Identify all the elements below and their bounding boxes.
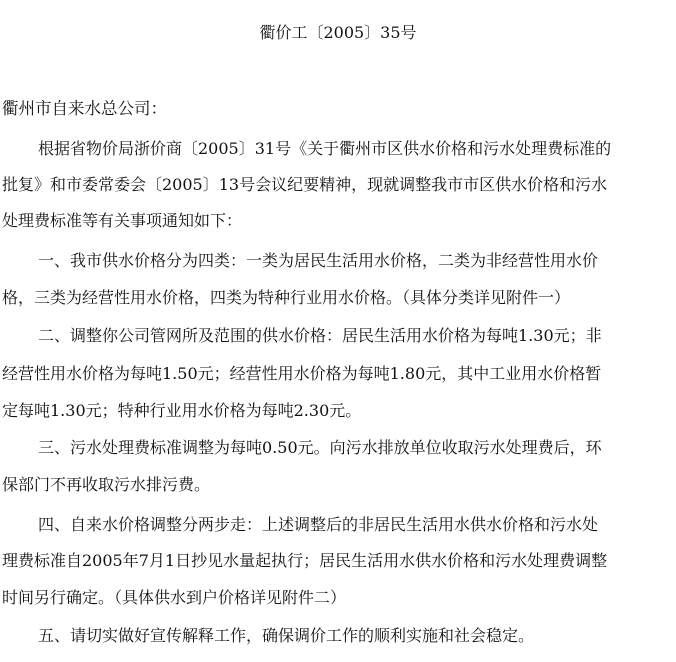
paragraph-2-line-1: 一、我市供水价格分为四类：一类为居民生活用水价格，二类为非经营性用水价 [38, 251, 599, 270]
paragraph-5-line-2: 理费标准自2005年7月1日抄见水量起执行；居民生活用水供水价格和污水处理费调整 [2, 551, 608, 570]
paragraph-3-line-2: 经营性用水价格为每吨1.50元；经营性用水价格为每吨1.80元，其中工业用水价格暂 [2, 364, 602, 383]
paragraph-5-line-1: 四、自来水价格调整分两步走：上述调整后的非居民生活用水供水价格和污水处 [38, 515, 599, 534]
paragraph-1-line-1: 根据省物价局浙价商〔2005〕31号《关于衢州市区供水价格和污水处理费标准的 [38, 139, 612, 158]
paragraph-3-line-3: 定每吨1.30元；特种行业用水价格为每吨2.30元。 [2, 401, 362, 420]
paragraph-3-line-1: 二、调整你公司管网所及范围的供水价格：居民生活用水价格为每吨1.30元；非 [38, 326, 602, 345]
paragraph-1-line-3: 处理费标准等有关事项通知如下： [2, 211, 243, 230]
paragraph-1-line-2: 批复》和市委常委会〔2005〕13号会议纪要精神，现就调整我市市区供水价格和污水 [2, 175, 608, 194]
paragraph-2-line-2: 格，三类为经营性用水价格，四类为特种行业用水价格。（具体分类详见附件一） [2, 288, 571, 307]
paragraph-4-line-1: 三、污水处理费标准调整为每吨0.50元。向污水排放单位收取污水处理费后，环 [38, 438, 602, 457]
paragraph-6-line-1: 五、请切实做好宣传解释工作，确保调价工作的顺利实施和社会稳定。 [38, 626, 535, 645]
document-number: 衢价工〔2005〕35号 [259, 23, 417, 42]
paragraph-5-line-3: 时间另行确定。（具体供水到户价格详见附件二） [2, 588, 347, 607]
addressee: 衢州市自来水总公司： [2, 99, 167, 118]
paragraph-4-line-2: 保部门不再收取污水排污费。 [2, 475, 211, 494]
